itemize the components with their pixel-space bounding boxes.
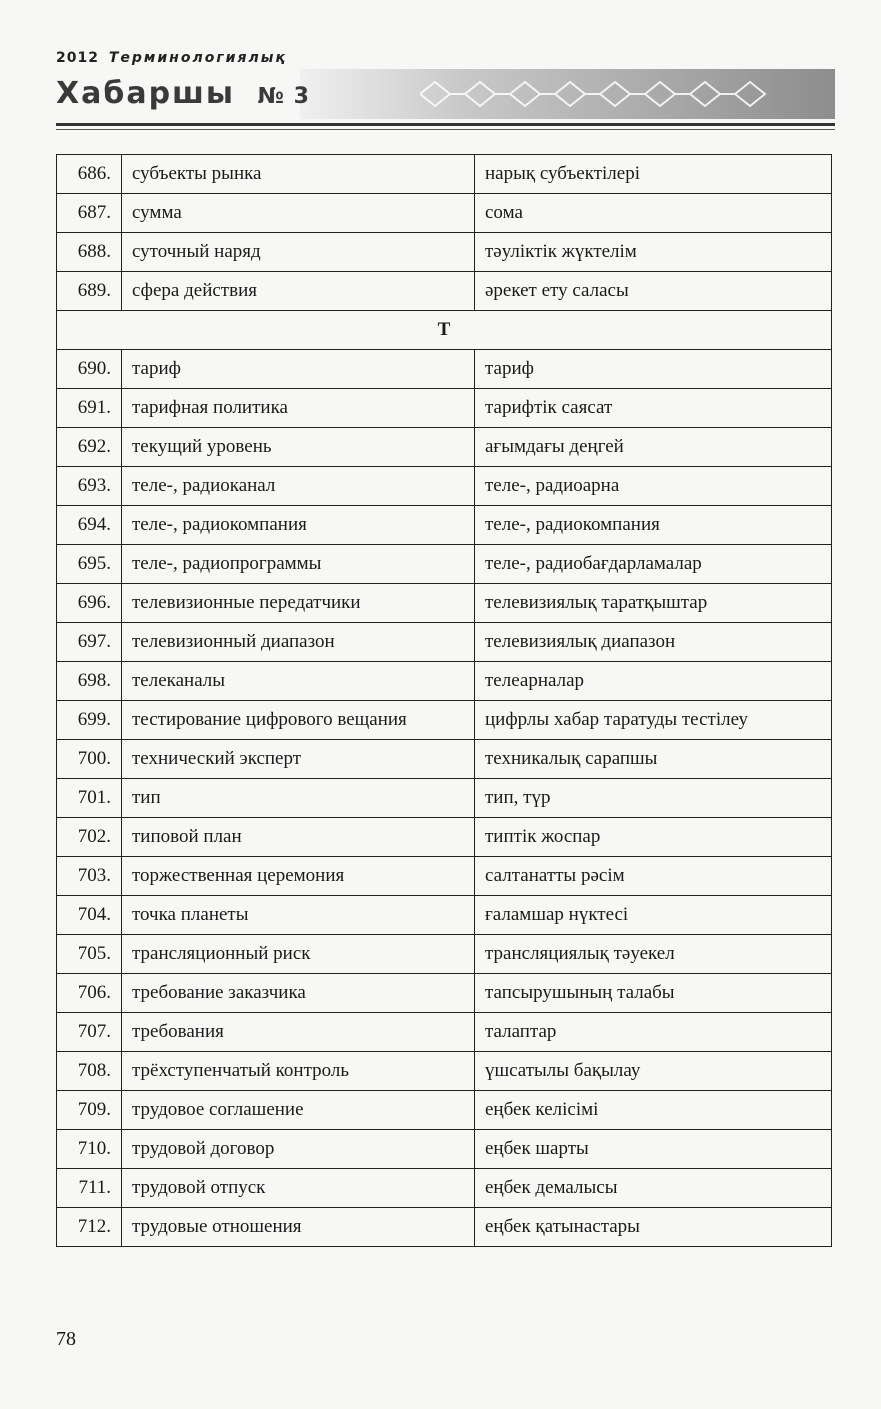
term-number: 712. <box>57 1208 122 1247</box>
term-number: 702. <box>57 818 122 857</box>
term-kazakh: талаптар <box>475 1013 832 1052</box>
table-row <box>57 272 832 311</box>
table-row <box>57 350 832 389</box>
table-row <box>57 1091 832 1130</box>
term-russian: технический эксперт <box>122 740 475 779</box>
table-row <box>57 1013 832 1052</box>
term-kazakh: еңбек шарты <box>475 1130 832 1169</box>
term-kazakh: тапсырушының талабы <box>475 974 832 1013</box>
term-kazakh: ағымдағы деңгей <box>475 428 832 467</box>
term-number: 692. <box>57 428 122 467</box>
term-number: 703. <box>57 857 122 896</box>
table-row <box>57 545 832 584</box>
term-number: 705. <box>57 935 122 974</box>
term-kazakh: тәуліктік жүктелім <box>475 233 832 272</box>
term-russian: текущий уровень <box>122 428 475 467</box>
term-russian: суточный наряд <box>122 233 475 272</box>
header-ornament-band <box>300 69 835 119</box>
term-russian: тарифная политика <box>122 389 475 428</box>
term-number: 707. <box>57 1013 122 1052</box>
section-row <box>57 311 832 350</box>
page-number: 78 <box>56 1328 76 1350</box>
table-row <box>57 194 832 233</box>
term-kazakh: теле-, радиобағдарламалар <box>475 545 832 584</box>
term-russian: требования <box>122 1013 475 1052</box>
term-russian: торжественная церемония <box>122 857 475 896</box>
term-kazakh: теле-, радиоарна <box>475 467 832 506</box>
term-number: 687. <box>57 194 122 233</box>
term-russian: трёхступенчатый контроль <box>122 1052 475 1091</box>
term-russian: сфера действия <box>122 272 475 311</box>
table-row <box>57 740 832 779</box>
term-number: 688. <box>57 233 122 272</box>
table-row <box>57 935 832 974</box>
term-russian: субъекты рынка <box>122 155 475 194</box>
table-row <box>57 1130 832 1169</box>
term-number: 709. <box>57 1091 122 1130</box>
term-kazakh: типтік жоспар <box>475 818 832 857</box>
term-kazakh: нарық субъектілері <box>475 155 832 194</box>
table-row <box>57 779 832 818</box>
term-kazakh: әрекет ету саласы <box>475 272 832 311</box>
table-row <box>57 428 832 467</box>
term-russian: трудовое соглашение <box>122 1091 475 1130</box>
term-kazakh: сома <box>475 194 832 233</box>
term-russian: телевизионные передатчики <box>122 584 475 623</box>
term-number: 694. <box>57 506 122 545</box>
table-row <box>57 389 832 428</box>
term-number: 690. <box>57 350 122 389</box>
section-letter: Т <box>57 311 832 350</box>
term-number: 700. <box>57 740 122 779</box>
term-russian: теле-, радиопрограммы <box>122 545 475 584</box>
term-number: 696. <box>57 584 122 623</box>
term-russian: теле-, радиокомпания <box>122 506 475 545</box>
table-row <box>57 818 832 857</box>
term-kazakh: телеарналар <box>475 662 832 701</box>
term-kazakh: еңбек демалысы <box>475 1169 832 1208</box>
table-row <box>57 155 832 194</box>
journal-year-line <box>56 50 287 66</box>
table-row <box>57 857 832 896</box>
table-row <box>57 662 832 701</box>
term-kazakh: техникалық сарапшы <box>475 740 832 779</box>
term-kazakh: ғаламшар нүктесі <box>475 896 832 935</box>
term-kazakh: тарифтік саясат <box>475 389 832 428</box>
term-russian: тип <box>122 779 475 818</box>
table-row <box>57 1169 832 1208</box>
term-russian: типовой план <box>122 818 475 857</box>
table-row <box>57 467 832 506</box>
header-rule-thick <box>56 123 835 126</box>
table-row <box>57 623 832 662</box>
term-russian: тариф <box>122 350 475 389</box>
term-number: 686. <box>57 155 122 194</box>
term-number: 699. <box>57 701 122 740</box>
term-number: 708. <box>57 1052 122 1091</box>
term-number: 711. <box>57 1169 122 1208</box>
term-kazakh: еңбек келісімі <box>475 1091 832 1130</box>
table-row <box>57 506 832 545</box>
term-number: 693. <box>57 467 122 506</box>
term-russian: требование заказчика <box>122 974 475 1013</box>
table-row <box>57 701 832 740</box>
term-number: 695. <box>57 545 122 584</box>
term-russian: трансляционный риск <box>122 935 475 974</box>
term-number: 706. <box>57 974 122 1013</box>
term-russian: сумма <box>122 194 475 233</box>
term-russian: теле-, радиоканал <box>122 467 475 506</box>
term-number: 710. <box>57 1130 122 1169</box>
term-number: 689. <box>57 272 122 311</box>
term-russian: трудовой отпуск <box>122 1169 475 1208</box>
term-russian: трудовой договор <box>122 1130 475 1169</box>
table-row <box>57 896 832 935</box>
term-russian: трудовые отношения <box>122 1208 475 1247</box>
term-kazakh: салтанатты рәсім <box>475 857 832 896</box>
term-number: 697. <box>57 623 122 662</box>
table-row <box>57 233 832 272</box>
term-russian: тестирование цифрового вещания <box>122 701 475 740</box>
term-kazakh: трансляциялық тәуекел <box>475 935 832 974</box>
journal-subtitle: Терминологиялық <box>108 50 287 66</box>
term-kazakh: телевизиялық таратқыштар <box>475 584 832 623</box>
journal-name: Хабаршы <box>56 76 236 111</box>
ornament-pattern-icon <box>420 79 780 109</box>
term-russian: телеканалы <box>122 662 475 701</box>
term-number: 704. <box>57 896 122 935</box>
term-number: 691. <box>57 389 122 428</box>
term-number: 701. <box>57 779 122 818</box>
table-row <box>57 974 832 1013</box>
term-russian: телевизионный диапазон <box>122 623 475 662</box>
term-kazakh: тариф <box>475 350 832 389</box>
table-row <box>57 584 832 623</box>
table-row <box>57 1208 832 1247</box>
journal-issue: № 3 <box>257 84 310 109</box>
term-number: 698. <box>57 662 122 701</box>
journal-title <box>56 76 310 111</box>
term-kazakh: телевизиялық диапазон <box>475 623 832 662</box>
term-kazakh: еңбек қатынастары <box>475 1208 832 1247</box>
header-rule-thin <box>56 129 835 130</box>
term-kazakh: теле-, радиокомпания <box>475 506 832 545</box>
term-russian: точка планеты <box>122 896 475 935</box>
table-row <box>57 1052 832 1091</box>
journal-year: 2012 <box>56 50 99 66</box>
term-kazakh: тип, түр <box>475 779 832 818</box>
terminology-table <box>56 154 832 1247</box>
term-kazakh: цифрлы хабар таратуды тестілеу <box>475 701 832 740</box>
term-kazakh: үшсатылы бақылау <box>475 1052 832 1091</box>
